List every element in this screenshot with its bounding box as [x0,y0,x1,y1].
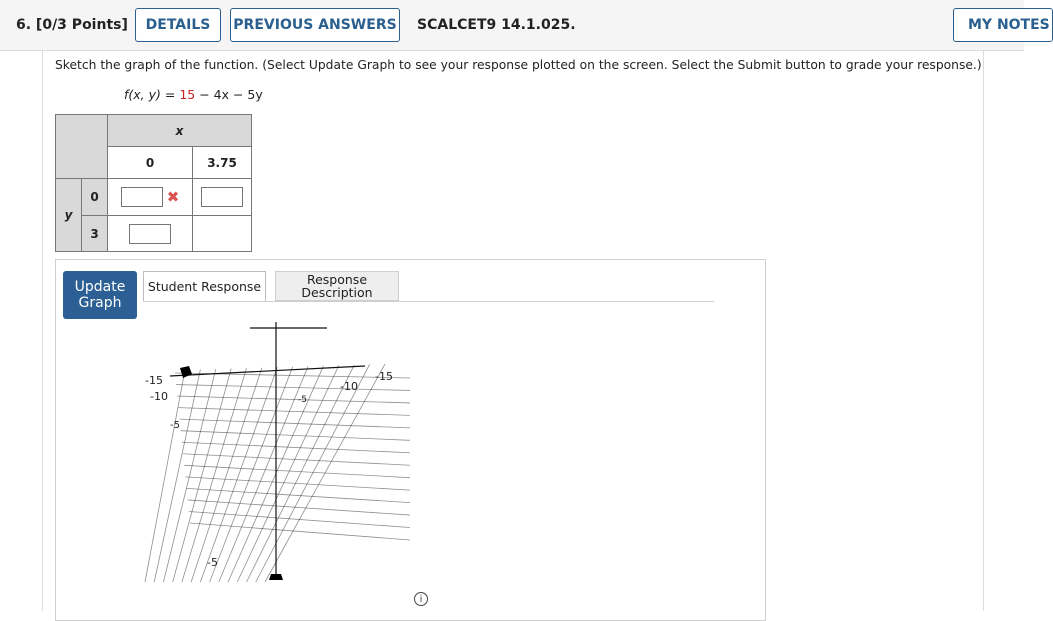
grid-line [188,500,410,515]
plotted-point-marker [180,366,192,378]
axis-label: -15 [145,374,163,387]
axes [170,322,365,580]
axis-label: -10 [150,390,168,403]
axis-label: -5 [170,420,180,431]
function-expression [124,87,263,102]
grid-line [182,368,247,582]
grid-line [180,419,410,428]
update-graph-button[interactable]: Update Graph [63,271,137,319]
x-value-0: 0 [108,147,193,179]
tab-student-response[interactable]: Student Response [143,271,266,301]
answer-input-0-0[interactable] [121,187,163,207]
y-value-1: 3 [82,216,108,252]
grid-lines [145,364,410,582]
table-cell [193,216,252,252]
problem-code: SCALCET9 14.1.025. [417,17,576,33]
grid-line [181,431,410,441]
function-lhs: f(x, y) [124,87,161,102]
x-axis [170,366,365,376]
details-button[interactable]: DETAILS [135,8,221,42]
axis-label: -5 [298,395,307,405]
grid-line [163,369,215,582]
my-notes-button[interactable]: MY NOTES [953,8,1053,42]
info-icon[interactable]: i [414,592,428,606]
plotted-point-marker [269,574,283,580]
previous-answers-button[interactable]: PREVIOUS ANSWERS [230,8,400,42]
grid-line [190,523,410,540]
table-cell [108,216,193,252]
axis-label: -10 [340,380,358,393]
function-constant: 15 [179,87,196,102]
function-equals: = [160,87,180,102]
axis-label: -15 [375,370,393,383]
tab-divider [143,301,714,302]
table-corner [56,115,108,179]
incorrect-x-icon: ✖ [166,188,180,206]
y-header: y [56,179,82,252]
answer-input-0-1[interactable] [201,187,243,207]
question-header [0,0,1050,51]
table-cell [108,179,193,216]
question-points-label: 6. [0/3 Points] [16,17,128,33]
answer-input-1-0[interactable] [129,224,171,244]
grid-line [265,364,385,582]
table-cell [193,179,252,216]
x-value-1: 3.75 [193,147,252,179]
function-rest: − 4x − 5y [195,87,263,102]
grid-line [237,365,339,582]
grid-line [184,465,410,477]
question-instruction: Sketch the graph of the function. (Select Update Graph to see your response plotted on the screen. Select the Submit button to grade your response.) [55,58,982,72]
grid-line [182,442,410,453]
axis-tick-labels [145,370,393,569]
graph-3d-plot[interactable] [145,318,410,582]
grid-line [200,367,277,582]
y-value-0: 0 [82,179,108,216]
x-header: x [108,115,252,147]
grid-line [256,364,370,582]
axis-label: -5 [207,556,218,569]
grid-line [178,408,410,416]
tab-response-description[interactable]: Response Description [275,271,399,301]
value-table [55,114,252,252]
